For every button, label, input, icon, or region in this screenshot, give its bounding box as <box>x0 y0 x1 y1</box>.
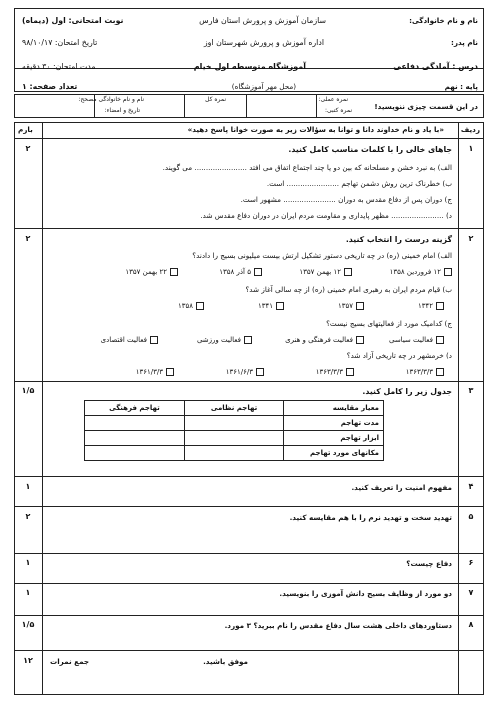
table-header: تهاجم فرهنگی <box>85 401 185 416</box>
table-cell[interactable] <box>184 416 283 431</box>
page-count: تعداد صفحه: ۱ <box>22 82 78 91</box>
intro-text: «با یاد و نام خداوند دانا و توانا به سؤالات زیر به صورت خوانا پاسخ دهید» <box>187 125 444 134</box>
q5-text: تهدید سخت و تهدید نرم را با هم مقایسه کنید. <box>289 513 452 522</box>
q7-number: ۷ <box>468 588 474 597</box>
q2a-option-4[interactable]: ۲۲ بهمن ۱۳۵۷ <box>125 268 178 276</box>
q5-score: ۲ <box>25 512 31 521</box>
checkbox-icon[interactable] <box>166 368 174 376</box>
checkbox-icon[interactable] <box>254 268 262 276</box>
q4-score: ۱ <box>25 482 31 491</box>
q2b-option-1[interactable]: ۱۳۴۲ <box>418 302 444 310</box>
course-label: درس : آمادگی دفاعی <box>393 62 478 71</box>
checkbox-icon[interactable] <box>356 302 364 310</box>
total-score-caption: جمع نمرات <box>50 657 90 666</box>
q2-number: ۲ <box>468 234 474 243</box>
q2-part-a: الف) امام خمینی (ره) در چه تاریخی دستور تشکیل ارتش بیست میلیونی بسیج را دادند؟ <box>192 251 452 260</box>
checkbox-icon[interactable] <box>436 336 444 344</box>
q3-number: ۳ <box>468 386 474 395</box>
table-cell[interactable] <box>184 431 283 446</box>
checkbox-icon[interactable] <box>170 268 178 276</box>
table-row-label: مکانهای مورد تهاجم <box>284 446 384 461</box>
q8-score: ۱/۵ <box>21 620 35 629</box>
q2a-option-2[interactable]: ۱۲ بهمن ۱۳۵۷ <box>299 268 352 276</box>
q2d-option-3[interactable]: ۱۳۶۱/۶/۳ <box>226 368 264 376</box>
exam-date: تاریخ امتحان: ۹۸/۱۰/۱۷ <box>22 38 98 47</box>
father-name-label: نام پدر: <box>450 38 478 47</box>
table-cell[interactable] <box>85 416 185 431</box>
q7-text: دو مورد از وظایف بسیج دانش آموزی را بنویسید. <box>279 589 452 598</box>
q1-part-b: ب) خطرناک ترین روش دشمن تهاجم ....................... است. <box>266 179 452 188</box>
written-score-label: نمره کتبی: <box>325 107 352 114</box>
q3-score: ۱/۵ <box>21 386 35 395</box>
table-row <box>85 416 384 431</box>
checkbox-icon[interactable] <box>346 368 354 376</box>
q1-title: جاهای خالی را با کلمات مناسب کامل کنید. <box>288 145 452 154</box>
table-cell[interactable] <box>184 446 283 461</box>
q2c-option-4[interactable]: فعالیت اقتصادی <box>101 336 158 344</box>
table-row <box>85 431 384 446</box>
grader-name-label: نام و نام خانوادگی مصحح: <box>78 96 144 103</box>
q8-text: دستاوردهای داخلی هشت سال دفاع مقدس را نام ببرید؟ ۳ مورد. <box>224 621 452 630</box>
row-header: ردیف <box>460 125 480 134</box>
q2d-option-1[interactable]: ۱۳۶۳/۳/۳ <box>406 368 444 376</box>
checkbox-icon[interactable] <box>344 268 352 276</box>
stamp-place: (محل مهر آموزشگاه) <box>231 82 296 91</box>
q6-text: دفاع چیست؟ <box>406 559 452 568</box>
table-cell[interactable] <box>85 446 185 461</box>
checkbox-icon[interactable] <box>436 368 444 376</box>
score-header: بارم <box>18 125 33 134</box>
total-score-label: نمره کل <box>205 96 226 103</box>
table-header: تهاجم نظامی <box>184 401 283 416</box>
q2c-option-3[interactable]: فعالیت ورزشی <box>197 336 252 344</box>
org-line-1: سازمان آموزش و پرورش استان فارس <box>199 16 326 25</box>
q2a-option-3[interactable]: ۵ آذر ۱۳۵۸ <box>219 268 262 276</box>
q1-number: ۱ <box>468 144 474 153</box>
q2b-option-3[interactable]: ۱۳۴۱ <box>258 302 284 310</box>
exam-sheet <box>14 8 484 696</box>
q2c-option-2[interactable]: فعالیت فرهنگی و هنری <box>285 336 364 344</box>
checkbox-icon[interactable] <box>196 302 204 310</box>
q1-part-a: الف) به نبرد خشن و مسلحانه که بین دو یا چند اجتماع اتفاق می افتد ....................... می گویند. <box>162 163 452 172</box>
q1-score: ۲ <box>25 144 31 153</box>
q2-part-d: د) خرمشهر در چه تاریخی آزاد شد؟ <box>346 351 452 360</box>
q8-number: ۸ <box>468 620 474 629</box>
table-cell[interactable] <box>85 431 185 446</box>
q2-title: گزینه درست را انتخاب کنید. <box>345 235 452 244</box>
q6-number: ۶ <box>468 558 474 567</box>
q7-score: ۱ <box>25 588 31 597</box>
checkbox-icon[interactable] <box>444 268 452 276</box>
total-score-value: ۱۲ <box>23 656 33 665</box>
q2-score: ۲ <box>25 234 31 243</box>
checkbox-icon[interactable] <box>436 302 444 310</box>
q2b-option-2[interactable]: ۱۳۵۷ <box>338 302 364 310</box>
checkbox-icon[interactable] <box>356 336 364 344</box>
do-not-write-note: در این قسمت چیزی ننویسید! <box>374 102 478 111</box>
q2c-option-1[interactable]: فعالیت سیاسی <box>389 336 444 344</box>
q6-score: ۱ <box>25 558 31 567</box>
q2a-option-1[interactable]: ۱۲ فروردین ۱۳۵۸ <box>390 268 452 276</box>
q5-number: ۵ <box>468 512 474 521</box>
grader-date-label: تاریخ و امضاء: <box>104 107 140 114</box>
table-row-label: مدت تهاجم <box>284 416 384 431</box>
checkbox-icon[interactable] <box>276 302 284 310</box>
q2-part-b: ب) قیام مردم ایران به رهبری امام خمینی (ره) از چه سالی آغاز شد؟ <box>245 285 452 294</box>
table-header-row <box>85 401 384 416</box>
table-header: معیار مقایسه <box>284 401 384 416</box>
checkbox-icon[interactable] <box>150 336 158 344</box>
checkbox-icon[interactable] <box>244 336 252 344</box>
q1-part-c: ج) دوران پس از دفاع مقدس به دوران ....................... مشهور است. <box>240 195 452 204</box>
q1-part-d: د) ....................... مظهر پایداری و مقاومت مردم ایران در دوران دفاع مقدس شد. <box>200 211 452 220</box>
q4-text: مفهوم امنیت را تعریف کنید. <box>351 483 452 492</box>
table-row <box>85 446 384 461</box>
comparison-table <box>84 400 384 461</box>
table-row-label: ابزار تهاجم <box>284 431 384 446</box>
checkbox-icon[interactable] <box>256 368 264 376</box>
q4-number: ۴ <box>468 482 474 491</box>
grade-label: پایه : نهم <box>444 82 478 91</box>
q3-title: جدول زیر را کامل کنید. <box>362 387 452 396</box>
school-name: آموزشگاه متوسطه اول خیام <box>193 62 306 71</box>
q2-part-c: ج) کدامیک مورد از فعالیتهای بسیج نیست؟ <box>326 319 452 328</box>
q2b-option-4[interactable]: ۱۳۵۸ <box>178 302 204 310</box>
practical-score-label: نمره عملی: <box>318 96 348 103</box>
q2d-option-2[interactable]: ۱۳۶۳/۳/۳ <box>316 368 354 376</box>
q2d-option-4[interactable]: ۱۳۶۱/۳/۳ <box>136 368 174 376</box>
student-name-label: نام و نام خانوادگی: <box>409 16 478 25</box>
org-line-2: اداره آموزش و پرورش شهرستان اوز <box>203 38 324 47</box>
exam-turn: نوبت امتحانی: اول (دیماه) <box>22 16 124 25</box>
good-luck-text: موفق باشید. <box>203 657 248 666</box>
exam-duration: مدت امتحان: ۳۰ دقیقه <box>22 62 96 71</box>
